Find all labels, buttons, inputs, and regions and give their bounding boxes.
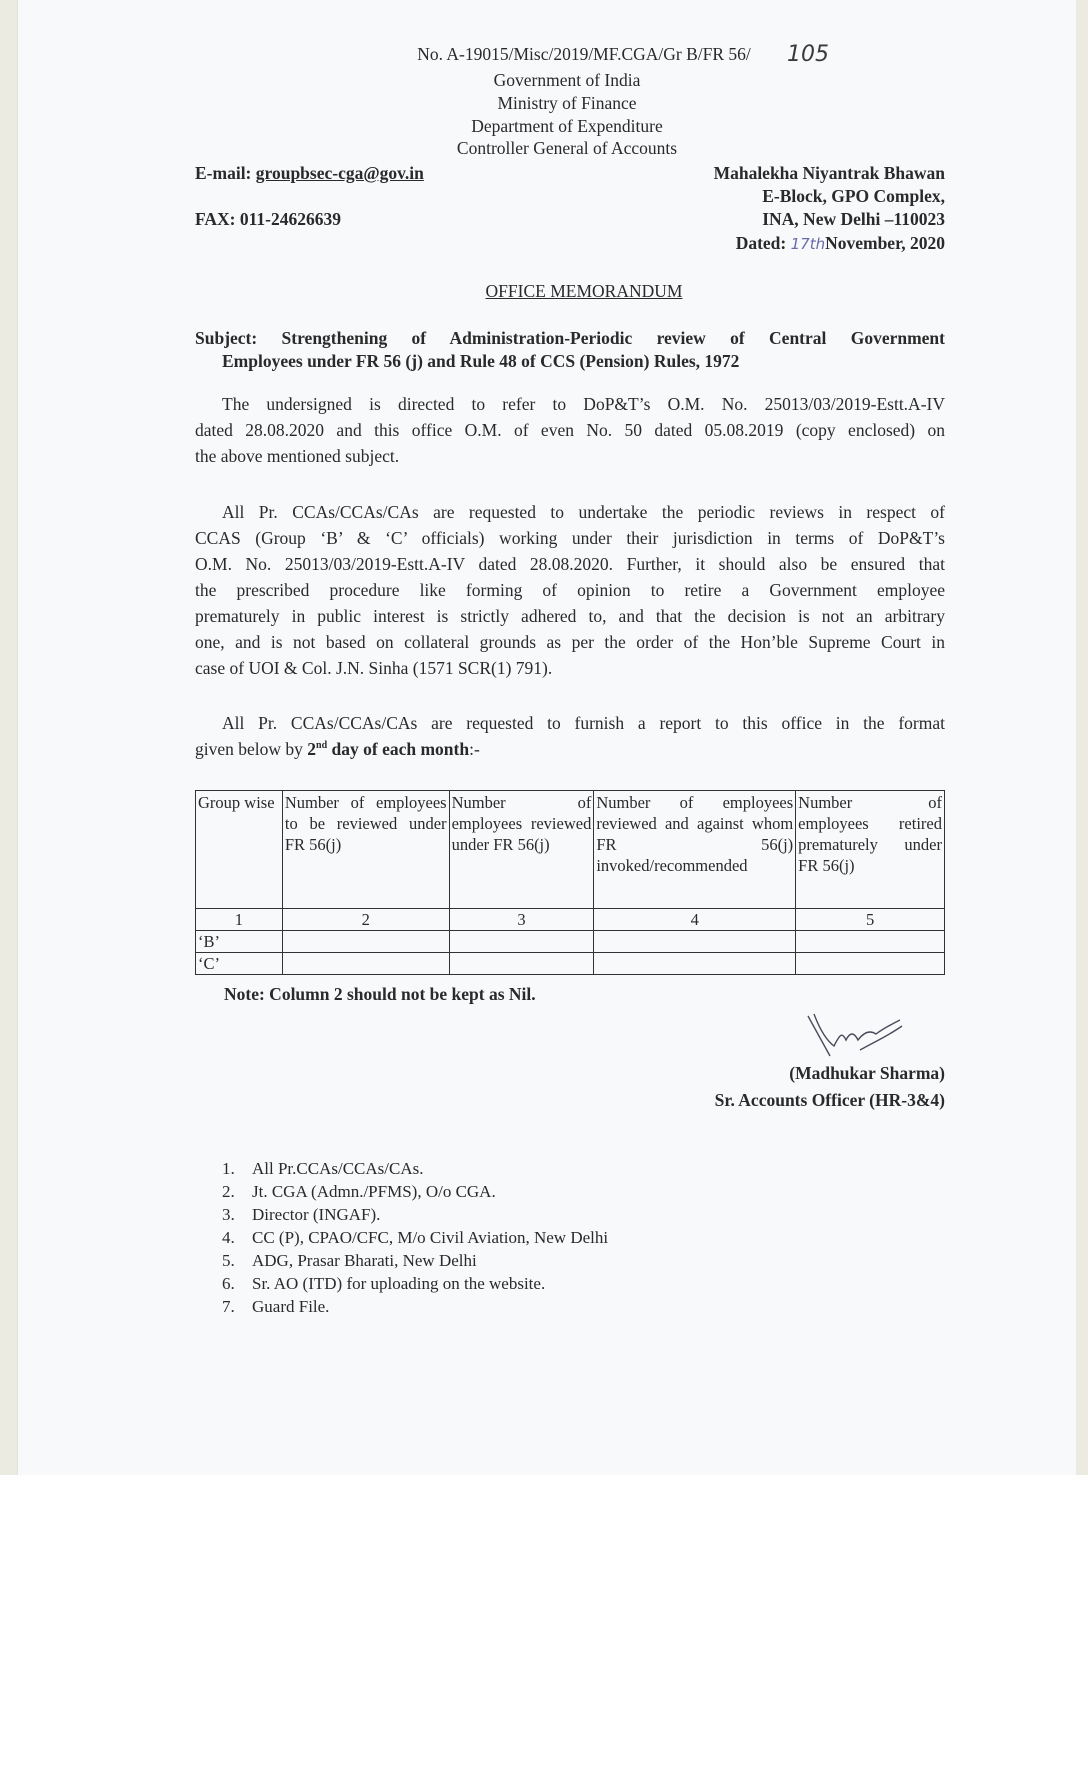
table-row xyxy=(196,931,945,953)
dated-line xyxy=(736,233,945,254)
table-cell xyxy=(282,931,449,953)
table-row xyxy=(196,953,945,975)
list-number: 1. xyxy=(222,1159,235,1178)
column-number: 3 xyxy=(449,909,594,931)
table-header-cell: Number of employees to be reviewed under FR 56(j) xyxy=(282,791,449,909)
list-item xyxy=(222,1272,608,1295)
header-line-ministry: Ministry of Finance xyxy=(497,93,637,113)
column-number: 4 xyxy=(594,909,796,931)
email-link[interactable]: groupbsec-cga@gov.in xyxy=(255,163,424,183)
signature-image xyxy=(800,1010,910,1060)
group-cell: ‘B’ xyxy=(196,931,283,953)
table-cell xyxy=(796,931,945,953)
dated-label: Dated: xyxy=(735,233,787,253)
list-item xyxy=(222,1295,608,1318)
table-cell xyxy=(796,953,945,975)
scan-edge-right xyxy=(1076,0,1088,1475)
list-text: Jt. CGA (Admn./PFMS), O/o CGA. xyxy=(252,1182,496,1201)
address-line-2: E-Block, GPO Complex, xyxy=(762,186,945,206)
distribution-list xyxy=(222,1157,608,1318)
report-format-table xyxy=(195,790,945,975)
para1-line: dated 28.08.2020 and this office O.M. of even No. 50 dated 05.08.2019 (copy enclosed) on xyxy=(195,420,945,440)
dated-day-handwritten: 17th xyxy=(790,235,826,253)
list-number: 2. xyxy=(222,1182,235,1201)
subject-line-1: Subject: Strengthening of Administration-Periodic review of Central Government xyxy=(195,328,945,348)
header-line-cga: Controller General of Accounts xyxy=(456,138,678,158)
table-cell xyxy=(449,953,594,975)
list-item xyxy=(222,1249,608,1272)
table-cell xyxy=(449,931,594,953)
column-number: 1 xyxy=(196,909,283,931)
column-number: 2 xyxy=(282,909,449,931)
para2-line: CCAS (Group ‘B’ & ‘C’ officials) working under their jurisdiction in terms of DoP&T’s xyxy=(195,528,945,548)
table-cell xyxy=(594,953,796,975)
para3-line: All Pr. CCAs/CCAs/CAs are requested to furnish a report to this office in the format xyxy=(222,713,945,733)
table-cell xyxy=(594,931,796,953)
para2-line: case of UOI & Col. J.N. Sinha (1571 SCR(1) 791). xyxy=(195,658,553,678)
list-text: CC (P), CPAO/CFC, M/o Civil Aviation, New Delhi xyxy=(252,1228,609,1247)
list-item xyxy=(222,1157,608,1180)
table-column-number-row xyxy=(196,909,945,931)
list-text: All Pr.CCAs/CCAs/CAs. xyxy=(252,1159,424,1178)
para2-line: one, and is not based on collateral grounds as per the order of the Hon’ble Supreme Court in xyxy=(195,632,945,652)
list-item xyxy=(222,1180,608,1203)
address-line-3: INA, New Delhi –110023 xyxy=(762,209,945,229)
list-number: 7. xyxy=(222,1297,235,1316)
para3-bold-text: day of each month xyxy=(327,739,470,759)
para3-suffix: :- xyxy=(469,739,480,759)
table-header-cell: Number of employees reviewed and against whom FR 56(j) invoked/recommended xyxy=(594,791,796,909)
address-line-1: Mahalekha Niyantrak Bhawan xyxy=(713,163,945,183)
handwritten-number: 105 xyxy=(787,42,829,67)
para2-line: O.M. No. 25013/03/2019-Estt.A-IV dated 28.08.2020. Further, it should also be ensured that xyxy=(195,554,945,574)
list-text: Sr. AO (ITD) for uploading on the website. xyxy=(252,1274,546,1293)
memo-title: OFFICE MEMORANDUM xyxy=(485,281,683,301)
fax-number: FAX: 011-24626639 xyxy=(195,209,341,229)
para1-line: The undersigned is directed to refer to DoP&T’s O.M. No. 25013/03/2019-Estt.A-IV xyxy=(222,394,945,414)
table-header-cell: Number of employees reviewed under FR 56(j) xyxy=(449,791,594,909)
table-header-cell: Number of employees retired prematurely under FR 56(j) xyxy=(796,791,945,909)
email-label: E-mail: xyxy=(195,163,252,183)
header-line-department: Department of Expenditure xyxy=(471,116,663,136)
list-text: Director (INGAF). xyxy=(252,1205,381,1224)
list-number: 5. xyxy=(222,1251,235,1270)
para3-text: given below by xyxy=(195,739,308,759)
table-cell xyxy=(282,953,449,975)
list-text: Guard File. xyxy=(252,1297,330,1316)
list-number: 4. xyxy=(222,1228,235,1247)
subject-line-2: Employees under FR 56 (j) and Rule 48 of CCS (Pension) Rules, 1972 xyxy=(222,351,740,371)
list-item xyxy=(222,1203,608,1226)
dated-month-year: November, 2020 xyxy=(825,233,945,253)
para2-line: the prescribed procedure like forming of opinion to retire a Government employee xyxy=(195,580,945,600)
list-item xyxy=(222,1226,608,1249)
para3-day-number: 2 xyxy=(307,739,317,759)
header-line-gov: Government of India xyxy=(493,70,641,90)
scan-edge-left xyxy=(0,0,17,1475)
signatory-name: (Madhukar Sharma) xyxy=(789,1063,945,1083)
para2-line: All Pr. CCAs/CCAs/CAs are requested to undertake the periodic reviews in respect of xyxy=(222,502,945,522)
list-text: ADG, Prasar Bharati, New Delhi xyxy=(252,1251,477,1270)
table-header-row xyxy=(196,791,945,909)
column-number: 5 xyxy=(796,909,945,931)
list-number: 3. xyxy=(222,1205,235,1224)
para3-line-last xyxy=(195,739,945,760)
table-note: Note: Column 2 should not be kept as Nil. xyxy=(224,984,536,1004)
signatory-designation: Sr. Accounts Officer (HR-3&4) xyxy=(714,1090,945,1110)
table-header-cell: Group wise xyxy=(196,791,283,909)
para1-line: the above mentioned subject. xyxy=(195,446,400,466)
list-number: 6. xyxy=(222,1274,235,1293)
reference-number: No. A-19015/Misc/2019/MF.CGA/Gr B/FR 56/ xyxy=(417,44,751,64)
group-cell: ‘C’ xyxy=(196,953,283,975)
para3-ordinal: nd xyxy=(316,740,328,752)
email-line xyxy=(195,163,424,184)
para2-line: prematurely in public interest is strictly adhered to, and that the decision is not an arbitrary xyxy=(195,606,945,626)
